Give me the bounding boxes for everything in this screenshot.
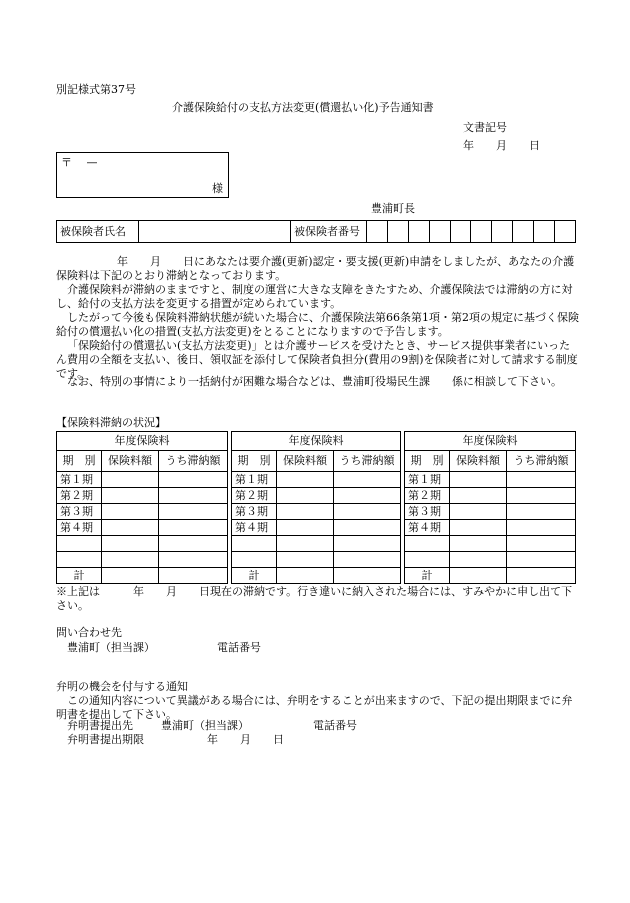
col-arrears: うち滞納額 xyxy=(507,451,576,472)
table-row xyxy=(57,536,228,552)
insured-number-digit xyxy=(408,221,429,243)
table-row xyxy=(232,472,401,488)
arrears-cell xyxy=(159,472,228,488)
amount-cell xyxy=(277,520,334,536)
table-row xyxy=(57,488,228,504)
arrears-cell xyxy=(159,520,228,536)
insured-number-digit xyxy=(429,221,450,243)
table-row xyxy=(232,504,401,520)
table-row xyxy=(232,488,401,504)
period-label xyxy=(232,536,277,552)
insured-number-digit xyxy=(450,221,471,243)
table-row xyxy=(57,504,228,520)
arrears-note-text: ※上記は 年 月 日現在の滞納です。行き違いに納入された場合には、すみやかに申し出て下さい。 xyxy=(56,585,573,613)
period-label: 第２期 xyxy=(232,488,277,504)
inquiry-dept: 豊浦町（担当課） xyxy=(67,641,155,654)
table-row xyxy=(232,536,401,552)
period-label: 第３期 xyxy=(405,504,450,520)
defense-dest-dept: 豊浦町（担当課） xyxy=(161,719,249,732)
postal-code: 〒 — xyxy=(61,156,98,169)
amount-cell xyxy=(450,568,507,584)
amount-cell xyxy=(277,552,334,568)
body-paragraph-1: 年 月 日にあなたは要介護(更新)認定・要支援(更新)申請をしましたが、あなたの介護保険料は下記のとおり滞納となっております。 xyxy=(56,255,575,283)
arrears-cell xyxy=(334,568,401,584)
insured-number-digit xyxy=(471,221,492,243)
table-row xyxy=(405,520,576,536)
amount-cell xyxy=(102,504,159,520)
defense-deadline-label: 弁明書提出期限 xyxy=(67,733,144,746)
period-label: 第１期 xyxy=(57,472,102,488)
arrears-cell xyxy=(507,504,576,520)
period-label: 第２期 xyxy=(57,488,102,504)
arrears-cell xyxy=(159,536,228,552)
insured-number-digit xyxy=(513,221,534,243)
col-amount: 保険料額 xyxy=(450,451,507,472)
arrears-cell xyxy=(159,504,228,520)
total-row xyxy=(405,568,576,584)
year-header: 年度保険料 xyxy=(57,432,228,451)
col-amount: 保険料額 xyxy=(102,451,159,472)
insured-number-digit xyxy=(492,221,513,243)
period-label xyxy=(57,552,102,568)
col-period: 期 別 xyxy=(57,451,102,472)
total-label: 計 xyxy=(57,568,102,584)
body-paragraph-4: 「保険給付の償還払い(支払方法変更)」とは介護サービスを受けたとき、サービス提供事業者にいったん費用の全額を支払い、後日、領収証を添付して保険者負担分(費用の9割)を保険者に対して請求する制度です。 xyxy=(56,339,578,381)
amount-cell xyxy=(450,520,507,536)
insured-number-digit xyxy=(367,221,388,243)
amount-cell xyxy=(277,488,334,504)
arrears-cell xyxy=(334,536,401,552)
insured-name-value xyxy=(139,221,291,243)
amount-cell xyxy=(450,488,507,504)
defense-dest-phone: 電話番号 xyxy=(313,719,357,732)
period-label: 第４期 xyxy=(232,520,277,536)
amount-cell xyxy=(102,552,159,568)
amount-cell xyxy=(102,568,159,584)
amount-cell xyxy=(277,568,334,584)
document-title: 介護保険給付の支払方法変更(償還払い化)予告通知書 xyxy=(172,101,434,114)
insured-number-digit xyxy=(534,221,555,243)
amount-cell xyxy=(277,536,334,552)
body-paragraph-3: したがって今後も保険料滞納状態が続いた場合に、介護保険法第66条第1項・第2項の規定に基づく保険給付の償還払い化の措置(支払方法変更)をとることになりますので予告します。 xyxy=(56,311,579,339)
amount-cell xyxy=(102,472,159,488)
arrears-table xyxy=(404,431,576,584)
arrears-cell xyxy=(334,552,401,568)
issuer: 豊浦町長 xyxy=(371,202,415,215)
col-amount: 保険料額 xyxy=(277,451,334,472)
table-row xyxy=(57,552,228,568)
period-label xyxy=(405,552,450,568)
amount-cell xyxy=(102,520,159,536)
sama-label: 様 xyxy=(212,182,223,195)
arrears-cell xyxy=(159,568,228,584)
defense-dest-label: 弁明書提出先 xyxy=(67,719,133,732)
amount-cell xyxy=(450,504,507,520)
arrears-table xyxy=(231,431,401,584)
amount-cell xyxy=(450,472,507,488)
arrears-note xyxy=(56,585,580,613)
table-row xyxy=(405,472,576,488)
arrears-cell xyxy=(334,520,401,536)
arrears-heading: 【保険料滞納の状況】 xyxy=(56,416,166,429)
year-header: 年度保険料 xyxy=(405,432,576,451)
arrears-cell xyxy=(507,520,576,536)
amount-cell xyxy=(102,488,159,504)
period-label xyxy=(232,552,277,568)
col-arrears: うち滞納額 xyxy=(159,451,228,472)
insured-number-digit xyxy=(387,221,408,243)
amount-cell xyxy=(277,504,334,520)
defense-deadline-date: 年 月 日 xyxy=(207,733,284,746)
arrears-cell xyxy=(159,552,228,568)
arrears-cell xyxy=(507,536,576,552)
period-label: 第３期 xyxy=(57,504,102,520)
total-row xyxy=(57,568,228,584)
table-row xyxy=(232,520,401,536)
insured-number-label: 被保険者番号 xyxy=(291,221,367,243)
period-label xyxy=(57,536,102,552)
col-period: 期 別 xyxy=(405,451,450,472)
arrears-cell xyxy=(334,472,401,488)
insured-number-digit xyxy=(555,221,576,243)
arrears-cell xyxy=(507,488,576,504)
table-row xyxy=(405,488,576,504)
inquiry-heading: 問い合わせ先 xyxy=(56,626,122,639)
address-box xyxy=(56,152,229,198)
total-label: 計 xyxy=(405,568,450,584)
insured-name-label: 被保険者氏名 xyxy=(57,221,139,243)
table-row xyxy=(405,504,576,520)
arrears-cell xyxy=(507,472,576,488)
amount-cell xyxy=(277,472,334,488)
amount-cell xyxy=(450,536,507,552)
arrears-cell xyxy=(507,552,576,568)
period-label: 第３期 xyxy=(232,504,277,520)
inquiry-phone: 電話番号 xyxy=(217,641,261,654)
arrears-table xyxy=(56,431,228,584)
period-label: 第４期 xyxy=(57,520,102,536)
total-row xyxy=(232,568,401,584)
table-row xyxy=(405,552,576,568)
issue-date: 年 月 日 xyxy=(463,139,540,152)
period-label: 第１期 xyxy=(232,472,277,488)
amount-cell xyxy=(450,552,507,568)
total-label: 計 xyxy=(232,568,277,584)
period-label: 第４期 xyxy=(405,520,450,536)
insured-row xyxy=(56,220,576,243)
amount-cell xyxy=(102,536,159,552)
arrears-cell xyxy=(507,568,576,584)
arrears-cell xyxy=(334,488,401,504)
defense-text: この通知内容について異議がある場合には、弁明をすることが出来ますので、下記の提出期限までに弁明書を提出して下さい。 xyxy=(56,694,573,722)
col-arrears: うち滞納額 xyxy=(334,451,401,472)
table-row xyxy=(232,552,401,568)
doc-number-label: 文書記号 xyxy=(463,121,507,134)
table-row xyxy=(57,472,228,488)
arrears-cell xyxy=(334,504,401,520)
body-paragraph-2: 介護保険料が滞納のままですと、制度の運営に大きな支障をきたすため、介護保険法では滞納の方に対し、給付の支払方法を変更する措置が定められています。 xyxy=(56,283,573,311)
form-number: 別記様式第37号 xyxy=(56,83,136,96)
period-label: 第２期 xyxy=(405,488,450,504)
period-label xyxy=(405,536,450,552)
col-period: 期 別 xyxy=(232,451,277,472)
period-label: 第１期 xyxy=(405,472,450,488)
year-header: 年度保険料 xyxy=(232,432,401,451)
table-row xyxy=(57,520,228,536)
defense-heading: 弁明の機会を付与する通知 xyxy=(56,680,188,693)
table-row xyxy=(405,536,576,552)
arrears-cell xyxy=(159,488,228,504)
body-paragraph-5: なお、特別の事情により一括納付が困難な場合などは、豊浦町役場民生課 係に相談して下さい。 xyxy=(67,375,562,388)
